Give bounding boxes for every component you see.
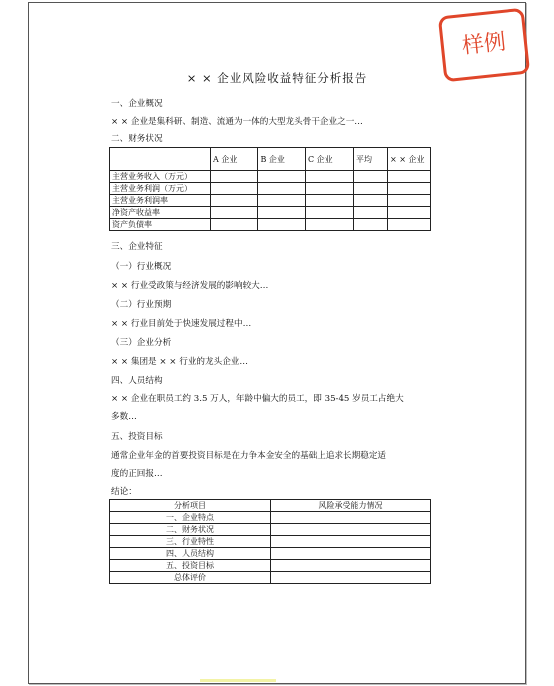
table-header-cell: B 企业 xyxy=(258,148,306,171)
subsection-heading: （二）行业预期 xyxy=(111,300,172,310)
sample-stamp: 样例 xyxy=(438,8,530,83)
report-title: × × 企业风险收益特征分析报告 xyxy=(186,71,368,85)
section-text: × × 集团是 × × 行业的龙头企业… xyxy=(111,357,248,367)
section-text: 通常企业年金的首要投资目标是在力争本金安全的基础上追求长期稳定适 xyxy=(111,451,387,461)
section-text: × × 行业目前处于快速发展过程中… xyxy=(111,319,252,329)
table-header-cell xyxy=(110,148,211,171)
section-text: × × 企业在职员工约 3.5 万人，年龄中偏大的员工，即 35-45 岁员工占绝大 xyxy=(111,394,404,404)
page-footer-bar xyxy=(200,679,276,682)
table-row-label: 二、财务状况 xyxy=(110,524,271,536)
table-row-label: 资产负债率 xyxy=(110,219,211,231)
section-heading: 二、财务状况 xyxy=(111,134,163,144)
table-row-label: 五、投资目标 xyxy=(110,560,271,572)
section-heading: 三、企业特征 xyxy=(111,242,163,252)
section-text: 度的正回报… xyxy=(111,469,163,479)
table-header-cell: A 企业 xyxy=(211,148,258,171)
table-row-label: 一、企业特点 xyxy=(110,512,271,524)
table-row-label: 主营业务利润（万元） xyxy=(110,183,211,195)
section-heading: 一、企业概况 xyxy=(111,99,163,109)
conclusion-label: 结论： xyxy=(111,487,137,497)
table-row-label: 主营业务收入（万元） xyxy=(110,171,211,183)
section-text: 多数… xyxy=(111,412,137,422)
section-heading: 四、人员结构 xyxy=(111,376,163,386)
table-header-cell: × × 企业 xyxy=(388,148,431,171)
section-text: × × 行业受政策与经济发展的影响较大… xyxy=(111,281,269,291)
table-row-label: 净资产收益率 xyxy=(110,207,211,219)
table-row-label: 总体评价 xyxy=(110,572,271,584)
table-header-cell: C 企业 xyxy=(306,148,354,171)
section-heading: 五、投资目标 xyxy=(111,432,163,442)
table-row-label: 主营业务利润率 xyxy=(110,195,211,207)
table-header-cell: 分析项目 xyxy=(110,500,271,512)
conclusion-table xyxy=(109,499,431,584)
table-header-cell: 平均 xyxy=(354,148,388,171)
section-text: × × 企业是集科研、制造、流通为一体的大型龙头骨干企业之一… xyxy=(111,117,363,127)
table-row-label: 三、行业特性 xyxy=(110,536,271,548)
table-row-label: 四、人员结构 xyxy=(110,548,271,560)
subsection-heading: （三）企业分析 xyxy=(111,338,172,348)
financial-table xyxy=(109,147,431,231)
subsection-heading: （一）行业概况 xyxy=(111,262,172,272)
table-header-cell: 风险承受能力情况 xyxy=(271,500,431,512)
